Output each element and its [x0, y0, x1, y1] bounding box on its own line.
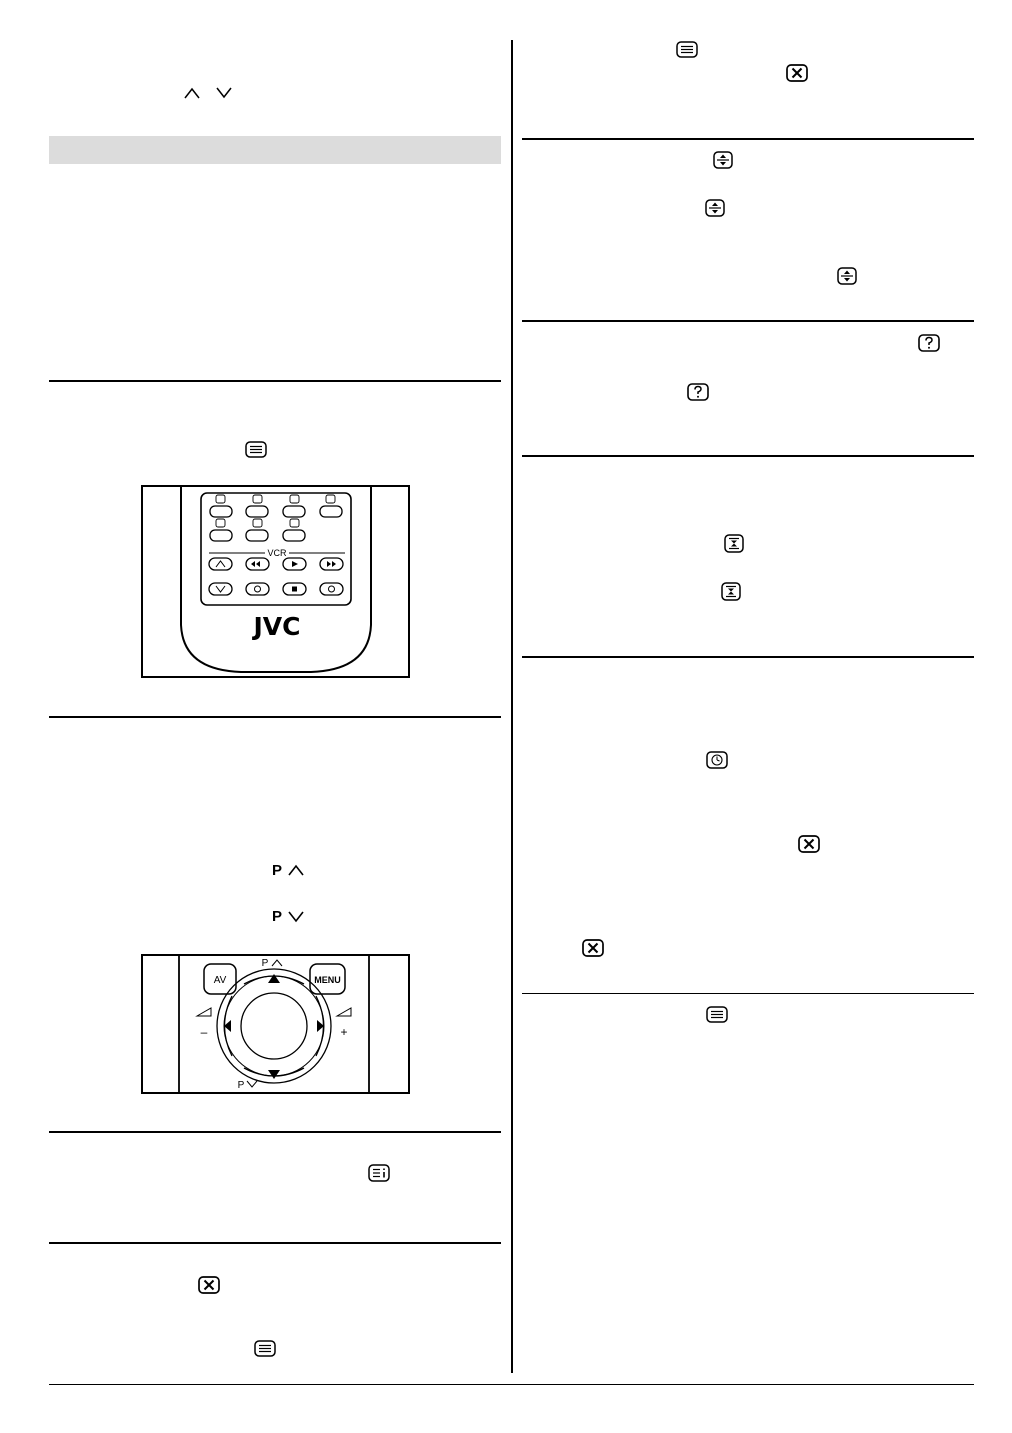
cancel-icon	[786, 64, 808, 82]
volume-plus-label: +	[340, 1025, 348, 1039]
update-icon	[721, 582, 741, 601]
size-icon	[837, 267, 857, 285]
teletext-icon	[254, 1340, 276, 1357]
teletext-icon	[676, 41, 698, 58]
reveal-icon	[918, 334, 940, 352]
down-arrow-icon	[215, 86, 233, 100]
section-divider	[522, 320, 974, 322]
column-separator	[511, 40, 513, 1373]
section-divider	[49, 380, 501, 382]
up-arrow-icon	[183, 86, 201, 100]
section-divider	[49, 1131, 501, 1133]
section-divider	[522, 656, 974, 658]
cancel-icon	[198, 1276, 220, 1294]
clock-icon	[706, 751, 728, 769]
navigation-pad-illustration	[141, 954, 411, 1096]
jvc-logo: JVC	[253, 612, 301, 641]
teletext-icon	[706, 1006, 728, 1023]
reveal-icon	[687, 383, 709, 401]
av-button-label: AV	[213, 975, 227, 986]
section-divider	[522, 455, 974, 457]
section-divider	[522, 993, 974, 994]
size-icon	[713, 151, 733, 169]
volume-minus-label: –	[200, 1025, 208, 1039]
size-icon	[705, 199, 725, 217]
vcr-label: VCR	[267, 548, 287, 558]
program-up-label: P	[272, 862, 283, 879]
program-down-label: P	[272, 908, 283, 925]
section-heading-bar	[49, 136, 501, 164]
update-icon	[724, 534, 744, 553]
section-divider	[49, 716, 501, 718]
cancel-icon	[798, 835, 820, 853]
section-divider	[49, 1242, 501, 1244]
footer-rule	[49, 1384, 974, 1385]
section-divider	[522, 138, 974, 140]
menu-button-label: MENU	[314, 975, 341, 985]
p-down-label: P	[237, 1080, 245, 1091]
p-up-label: P	[261, 958, 269, 969]
cancel-icon	[582, 939, 604, 957]
index-icon	[368, 1164, 390, 1182]
teletext-icon	[245, 441, 267, 458]
chevron-down-icon	[287, 910, 305, 924]
remote-control-illustration	[141, 485, 411, 680]
chevron-up-icon	[287, 863, 305, 877]
